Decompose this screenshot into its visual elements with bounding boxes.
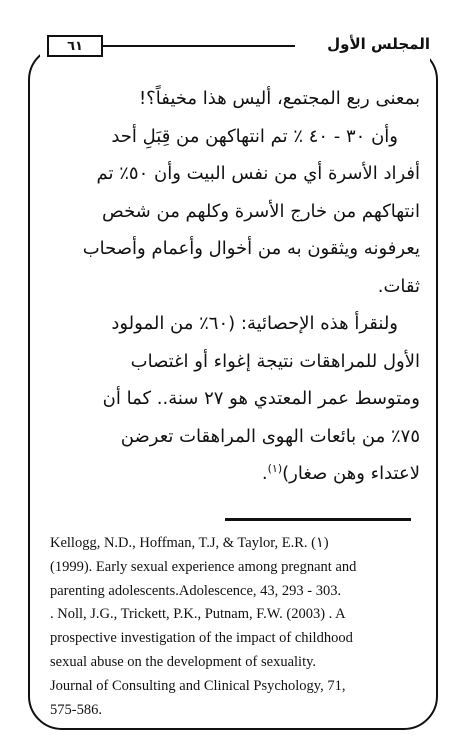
header-rule: [103, 45, 295, 47]
body-line-intro: بمعنى ربع المجتمع، أليس هذا مخيفاً؟!: [138, 88, 420, 109]
footnotes: [50, 532, 418, 722]
main-body-text: [44, 80, 420, 493]
footnote-line-7: Journal of Consulting and Clinical Psychology, 71,: [50, 677, 346, 694]
body-para1-line3: انتهاكهم من خارج الأسرة وكلهم من شخص: [102, 200, 420, 222]
footnote-line-5: prospective investigation of the impact of childhood: [50, 630, 353, 647]
footnote-line-4: . Noll, J.G., Trickett, P.K., Putnam, F.W. (2003) . A: [50, 606, 346, 623]
body-para1-line2: أفراد الأسرة أي من نفس البيت وأن ٥٠٪ تم: [96, 163, 420, 184]
body-para2-line2: الأول للمراهقات نتيجة إغواء أو اغتصاب: [130, 350, 420, 372]
footnote-reference: (١): [267, 462, 283, 475]
body-para2-line3: ومتوسط عمر المعتدي هو ٢٧ سنة.. كما أن: [102, 388, 420, 409]
body-para1-line1: وأن ٣٠ - ٤٠ ٪ تم انتهاكهن من قِبَلِ أحد: [111, 125, 398, 147]
page-number-text: ٦١: [67, 38, 83, 54]
footnote-line-1: Kellogg, N.D., Hoffman, T.J, & Taylor, E.R. (١): [50, 535, 329, 551]
footnote-separator: [225, 518, 411, 521]
footnote-line-3: parenting adolescents.Adolescence, 43, 293 - 303.: [50, 582, 342, 599]
chapter-title: المجلس الأول: [327, 35, 430, 53]
body-para1-line5: ثقات.: [377, 275, 420, 297]
body-para2-line1: ولنقرأ هذه الإحصائية: (٦٠٪ من المولود: [111, 313, 398, 334]
footnote-line-8: 575-586.: [50, 701, 102, 718]
body-para2-line5-text: لاعتداء وهن صغار): [282, 463, 420, 484]
body-para2-line4: ٧٥٪ من بائعات الهوى المراهقات تعرضن: [120, 425, 420, 447]
body-para2-end: .: [261, 463, 268, 484]
body-para2-line5: [44, 455, 420, 493]
body-para1-line4: يعرفونه ويثقون به من أخوال وأعمام وأصحاب: [82, 238, 420, 259]
page-number: [47, 35, 103, 57]
footnote-line-6: sexual abuse on the development of sexuality.: [50, 653, 317, 670]
footnote-line-2: (1999). Early sexual experience among pregnant and: [50, 558, 357, 575]
